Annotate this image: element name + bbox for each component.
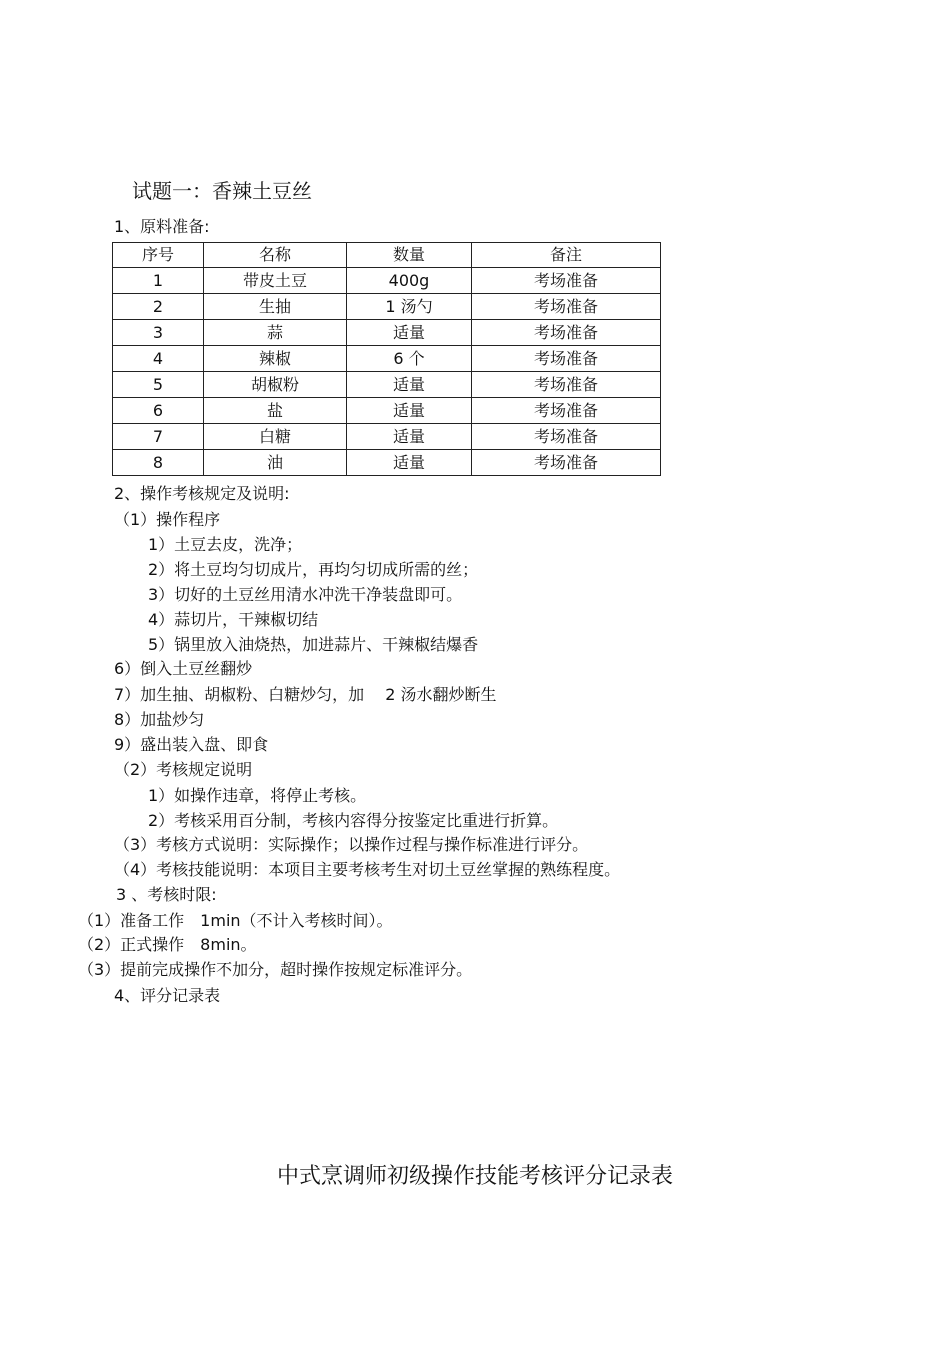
cell-name: 胡椒粉 [204, 372, 347, 398]
rules-item: 1）如操作违章，将停止考核。 [148, 786, 367, 805]
header-cell-quantity: 数量 [347, 243, 472, 268]
cell-name: 白糖 [204, 424, 347, 450]
cell-index: 3 [113, 320, 204, 346]
procedure-step: 8）加盐炒匀 [114, 710, 205, 729]
cell-note: 考场准备 [472, 346, 661, 372]
cell-quantity: 适量 [347, 398, 472, 424]
table-row [113, 294, 661, 320]
rules-heading: （2）考核规定说明 [114, 760, 253, 779]
cell-name: 蒜 [204, 320, 347, 346]
time-limit-item: （2）正式操作 8min。 [78, 935, 257, 954]
section-3-heading: 3 、考核时限: [116, 885, 217, 904]
procedure-step: 1）土豆去皮，洗净； [148, 535, 303, 554]
cell-note: 考场准备 [472, 372, 661, 398]
procedure-step: 2）将土豆均匀切成片，再均匀切成所需的丝； [148, 560, 479, 579]
procedure-step: 9）盛出装入盘、即食 [114, 735, 269, 754]
cell-quantity: 1 汤勺 [347, 294, 472, 320]
cell-note: 考场准备 [472, 268, 661, 294]
table-row [113, 424, 661, 450]
time-limit-item: （3）提前完成操作不加分，超时操作按规定标准评分。 [78, 960, 473, 979]
procedure-step: 3）切好的土豆丝用清水冲洗干净装盘即可。 [148, 585, 463, 604]
cell-quantity: 适量 [347, 450, 472, 476]
rules-item: 2）考核采用百分制，考核内容得分按鉴定比重进行折算。 [148, 811, 559, 830]
cell-note: 考场准备 [472, 424, 661, 450]
skill-description: （4）考核技能说明：本项目主要考核考生对切土豆丝掌握的熟练程度。 [114, 860, 621, 879]
cell-index: 8 [113, 450, 204, 476]
cell-quantity: 400g [347, 268, 472, 294]
table-header-row [113, 243, 661, 268]
cell-index: 2 [113, 294, 204, 320]
cell-index: 1 [113, 268, 204, 294]
header-cell-index: 序号 [113, 243, 204, 268]
method-description: （3）考核方式说明：实际操作；以操作过程与操作标准进行评分。 [114, 835, 589, 854]
cell-note: 考场准备 [472, 320, 661, 346]
procedure-heading: （1）操作程序 [114, 510, 221, 529]
cell-name: 盐 [204, 398, 347, 424]
cell-note: 考场准备 [472, 450, 661, 476]
cell-index: 6 [113, 398, 204, 424]
section-2-heading: 2、操作考核规定及说明: [114, 484, 290, 503]
cell-note: 考场准备 [472, 398, 661, 424]
table-row [113, 346, 661, 372]
cell-note: 考场准备 [472, 294, 661, 320]
time-limit-item: （1）准备工作 1min（不计入考核时间）。 [78, 911, 393, 930]
cell-quantity: 6 个 [347, 346, 472, 372]
cell-index: 4 [113, 346, 204, 372]
procedure-step: 5）锅里放入油烧热，加进蒜片、干辣椒结爆香 [148, 635, 479, 654]
cell-name: 生抽 [204, 294, 347, 320]
section-1-heading: 1、原料准备: [114, 217, 210, 236]
table-row [113, 398, 661, 424]
cell-quantity: 适量 [347, 320, 472, 346]
table-row [113, 320, 661, 346]
page-title: 试题一：香辣土豆丝 [132, 179, 312, 203]
section-4-heading: 4、评分记录表 [114, 986, 221, 1005]
cell-index: 7 [113, 424, 204, 450]
procedure-step: 7）加生抽、胡椒粉、白糖炒匀，加 2 汤水翻炒断生 [114, 685, 497, 704]
header-cell-name: 名称 [204, 243, 347, 268]
procedure-step: 6）倒入土豆丝翻炒 [114, 659, 253, 678]
cell-name: 辣椒 [204, 346, 347, 372]
procedure-step: 4）蒜切片，干辣椒切结 [148, 610, 319, 629]
cell-quantity: 适量 [347, 424, 472, 450]
record-table-title: 中式烹调师初级操作技能考核评分记录表 [276, 1164, 673, 1189]
table-row [113, 450, 661, 476]
cell-index: 5 [113, 372, 204, 398]
table-row [113, 372, 661, 398]
table-row [113, 268, 661, 294]
cell-quantity: 适量 [347, 372, 472, 398]
cell-name: 油 [204, 450, 347, 476]
ingredients-table [112, 242, 661, 476]
cell-name: 带皮土豆 [204, 268, 347, 294]
header-cell-note: 备注 [472, 243, 661, 268]
